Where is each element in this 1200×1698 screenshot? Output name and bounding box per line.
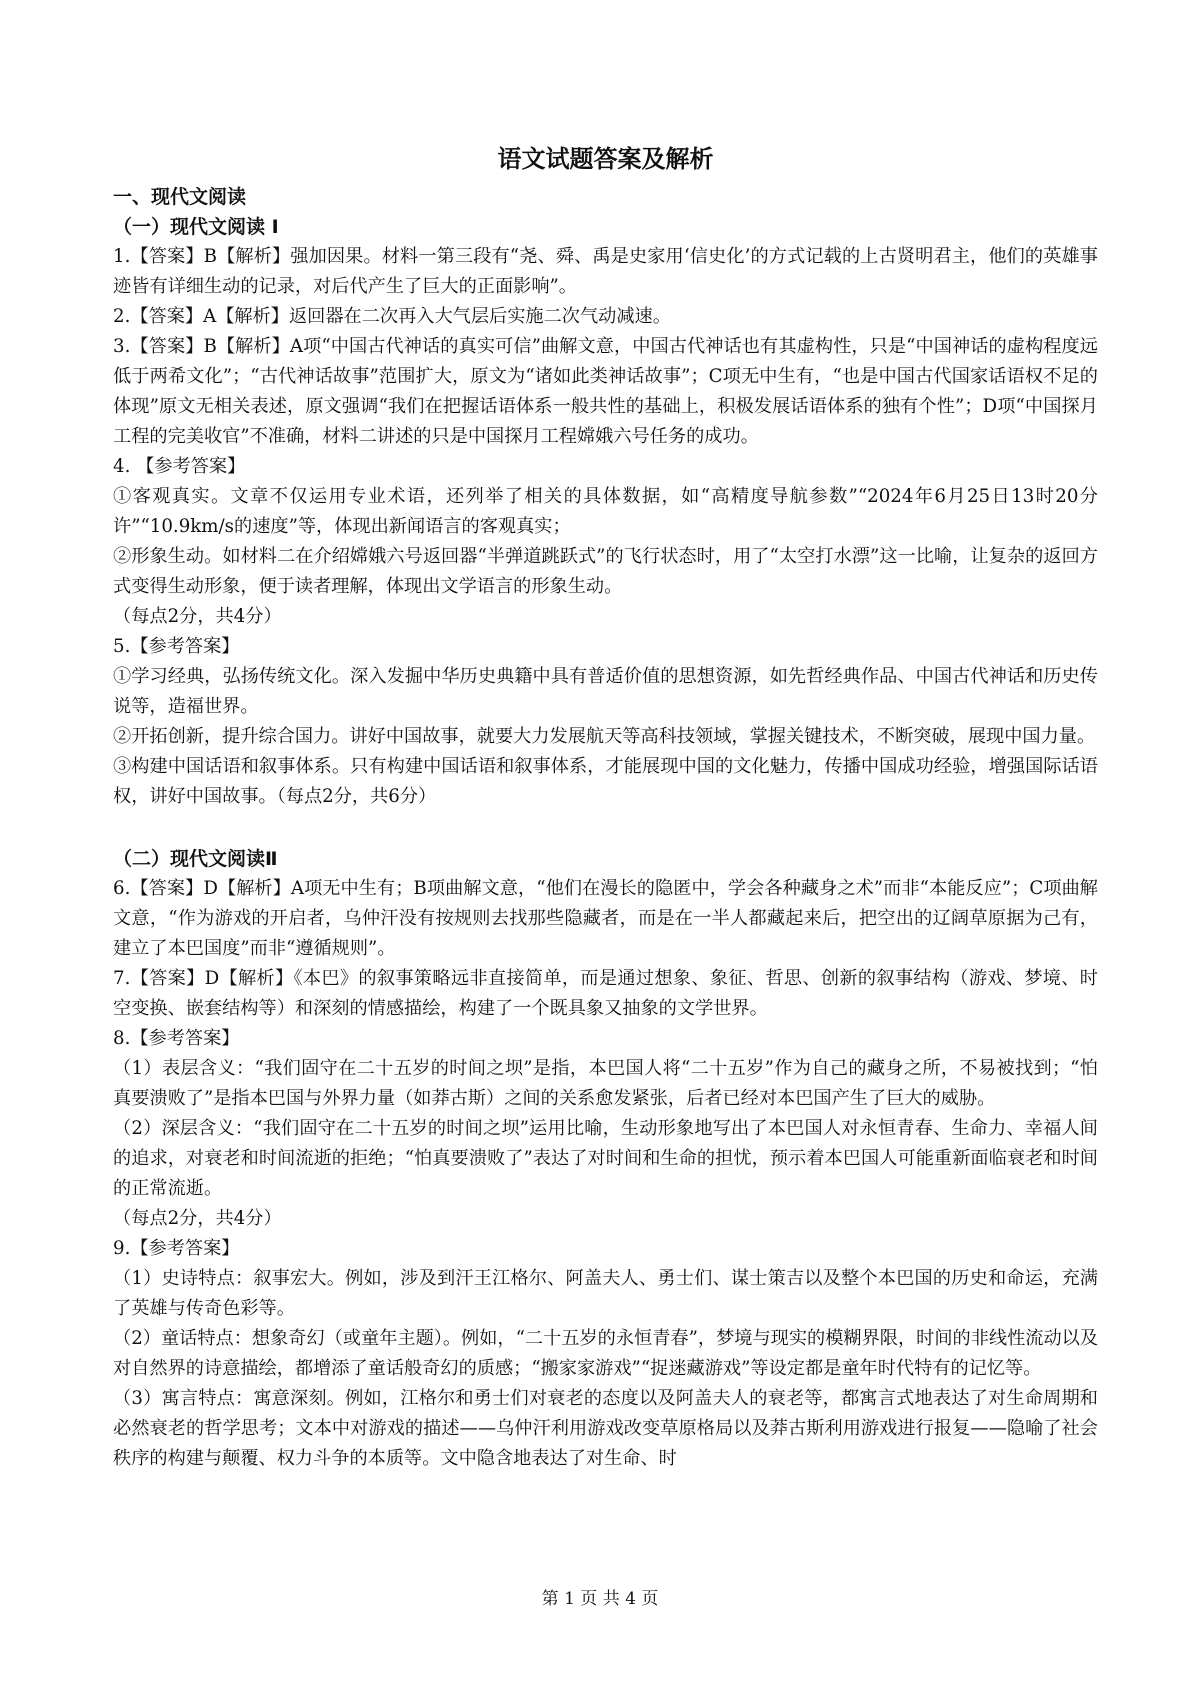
paragraph: 9.【参考答案】 [113, 1238, 240, 1259]
paragraph: （2）深层含义：“我们固守在二十五岁的时间之坝”运用比喻，生动形象地写出了本巴国人对永恒青春、生命力、幸福人间的追求，对衰老和时间流逝的拒绝；“怕真要溃败了”表达了对时间和生命的担忧，预示着本巴国人可能重新面临衰老和时间的正常流逝。 [113, 1118, 1098, 1199]
paragraph: ①学习经典，弘扬传统文化。深入发掘中华历史典籍中具有普适价值的思想资源，如先哲经典作品、中国古代神话和历史传说等，造福世界。 [113, 666, 1098, 717]
subsection-1-body [113, 242, 1098, 812]
paragraph: （3）寓言特点：寓意深刻。例如，江格尔和勇士们对衰老的态度以及阿盖夫人的衰老等，都寓言式地表达了对生命周期和必然衰老的哲学思考；文本中对游戏的描述——乌仲汗利用游戏改变草原格局以及莽古斯利用游戏进行报复——隐喻了社会秩序的构建与颠覆、权力斗争的本质等。文中隐含地表达了对生命、时 [113, 1388, 1098, 1469]
section-heading: 一、现代文阅读 [113, 186, 247, 208]
paragraph: ②开拓创新，提升综合国力。讲好中国故事，就要大力发展航天等高科技领域，掌握关键技术，不断突破，展现中国力量。 [113, 726, 1096, 747]
subsection-heading-1: （一）现代文阅读 Ⅰ [113, 216, 279, 238]
paragraph: ③构建中国话语和叙事体系。只有构建中国话语和叙事体系，才能展现中国的文化魅力，传播中国成功经验，增强国际话语权，讲好中国故事。（每点2分，共6分） [113, 756, 1098, 807]
paragraph: （每点2分，共4分） [113, 606, 282, 627]
paragraph: 4. 【参考答案】 [113, 456, 246, 477]
subsection-heading-2: （二）现代文阅读Ⅱ [113, 848, 278, 870]
paragraph: 2.【答案】A【解析】返回器在二次再入大气层后实施二次气动减速。 [113, 306, 671, 327]
paragraph: 5.【参考答案】 [113, 636, 240, 657]
page-footer: 第 1 页 共 4 页 [541, 1589, 659, 1609]
paragraph: （1）史诗特点：叙事宏大。例如，涉及到汗王江格尔、阿盖夫人、勇士们、谋士策吉以及整个本巴国的历史和命运，充满了英雄与传奇色彩等。 [113, 1268, 1098, 1319]
paragraph: 3.【答案】B【解析】A项“中国古代神话的真实可信”曲解文意，中国古代神话也有其虚构性，只是“中国神话的虚构程度远低于两希文化”；“古代神话故事”范围扩大，原文为“诸如此类神话故事”；C项无中生有，“也是中国古代国家话语权不足的体现”原文无相关表述，原文强调“我们在把握话语体系一般共性的基础上，积极发展话语体系的独有个性”；D项“中国探月工程的完美收官”不准确，材料二讲述的只是中国探月工程嫦娥六号任务的成功。 [113, 336, 1098, 447]
paragraph: （每点2分，共4分） [113, 1208, 282, 1229]
spacer [113, 812, 1098, 844]
paragraph: ②形象生动。如材料二在介绍嫦娥六号返回器“半弹道跳跃式”的飞行状态时，用了“太空打水漂”这一比喻，让复杂的返回方式变得生动形象，便于读者理解，体现出文学语言的形象生动。 [113, 546, 1098, 597]
paragraph: 1.【答案】B【解析】强加因果。材料一第三段有“尧、舜、禹是史家用‘信史化’的方式记载的上古贤明君主，他们的英雄事迹皆有详细生动的记录，对后代产生了巨大的正面影响”。 [113, 246, 1098, 297]
paragraph: 8.【参考答案】 [113, 1028, 240, 1049]
document-title: 语文试题答案及解析 [497, 145, 714, 173]
paragraph: ①客观真实。文章不仅运用专业术语，还列举了相关的具体数据，如“高精度导航参数”“2024年6月25日13时20分许”“10.9km/s的速度”等，体现出新闻语言的客观真实； [113, 486, 1098, 537]
answer-document [113, 142, 1098, 1474]
subsection-2-body [113, 874, 1098, 1474]
paragraph: 7.【答案】D【解析】《本巴》的叙事策略远非直接简单，而是通过想象、象征、哲思、创新的叙事结构（游戏、梦境、时空变换、嵌套结构等）和深刻的情感描绘，构建了一个既具象又抽象的文学世界。 [113, 968, 1098, 1019]
paragraph: （2）童话特点：想象奇幻（或童年主题）。例如，“二十五岁的永恒青春”，梦境与现实的模糊界限，时间的非线性流动以及对自然界的诗意描绘，都增添了童话般奇幻的质感；“搬家家游戏”“捉迷藏游戏”等设定都是童年时代特有的记忆等。 [113, 1328, 1099, 1379]
paragraph: （1）表层含义：“我们固守在二十五岁的时间之坝”是指，本巴国人将“二十五岁”作为自己的藏身之所，不易被找到；“怕真要溃败了”是指本巴国与外界力量（如莽古斯）之间的关系愈发紧张，后者已经对本巴国产生了巨大的威胁。 [113, 1058, 1098, 1109]
paragraph: 6.【答案】D【解析】A项无中生有；B项曲解文意，“他们在漫长的隐匿中，学会各种藏身之术”而非“本能反应”；C项曲解文意，“作为游戏的开启者，乌仲汗没有按规则去找那些隐藏者，而是在一半人都藏起来后，把空出的辽阔草原据为己有，建立了本巴国度”而非“遵循规则”。 [113, 878, 1098, 959]
